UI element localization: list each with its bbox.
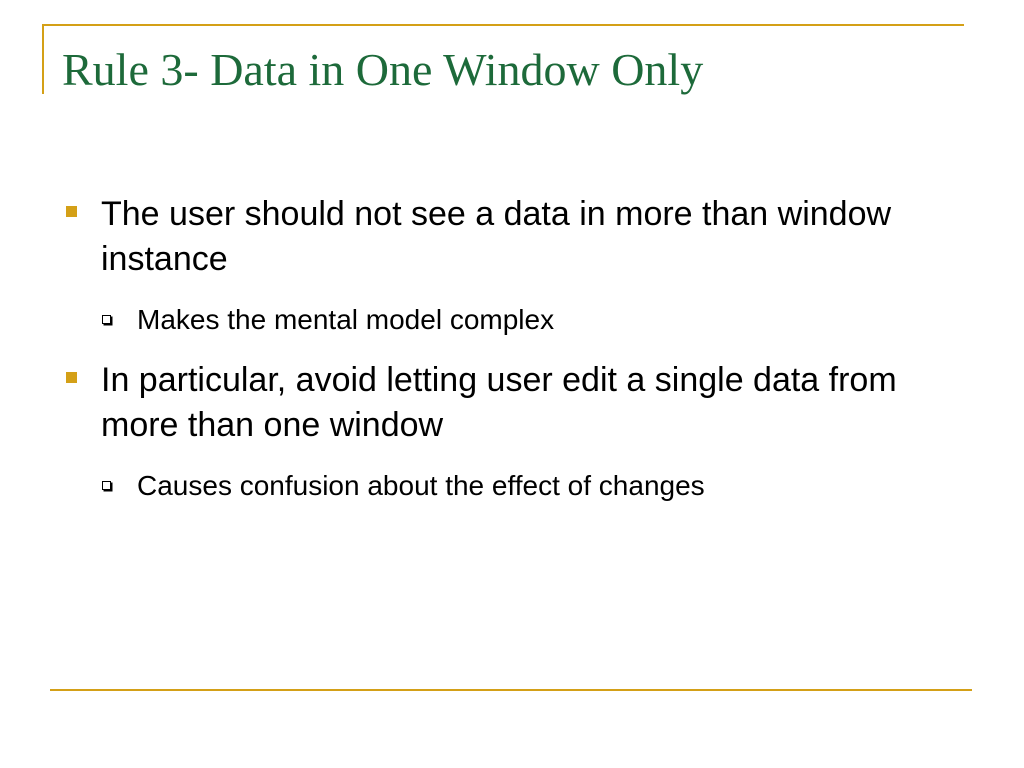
hollow-square-bullet-icon xyxy=(102,315,111,324)
frame-bottom-line xyxy=(50,689,972,691)
sub-bullet-text-1: Makes the mental model complex xyxy=(137,304,555,335)
bullet-text-1: The user should not see a data in more than window instance xyxy=(101,195,892,278)
bullet-text-2: In particular, avoid letting user edit a single data from more than one window xyxy=(101,361,897,444)
hollow-square-bullet-icon xyxy=(102,481,111,490)
square-bullet-icon xyxy=(66,206,77,217)
sub-bullet-text-2: Causes confusion about the effect of changes xyxy=(137,470,705,501)
square-bullet-icon xyxy=(66,372,77,383)
slide-title: Rule 3- Data in One Window Only xyxy=(62,44,704,95)
